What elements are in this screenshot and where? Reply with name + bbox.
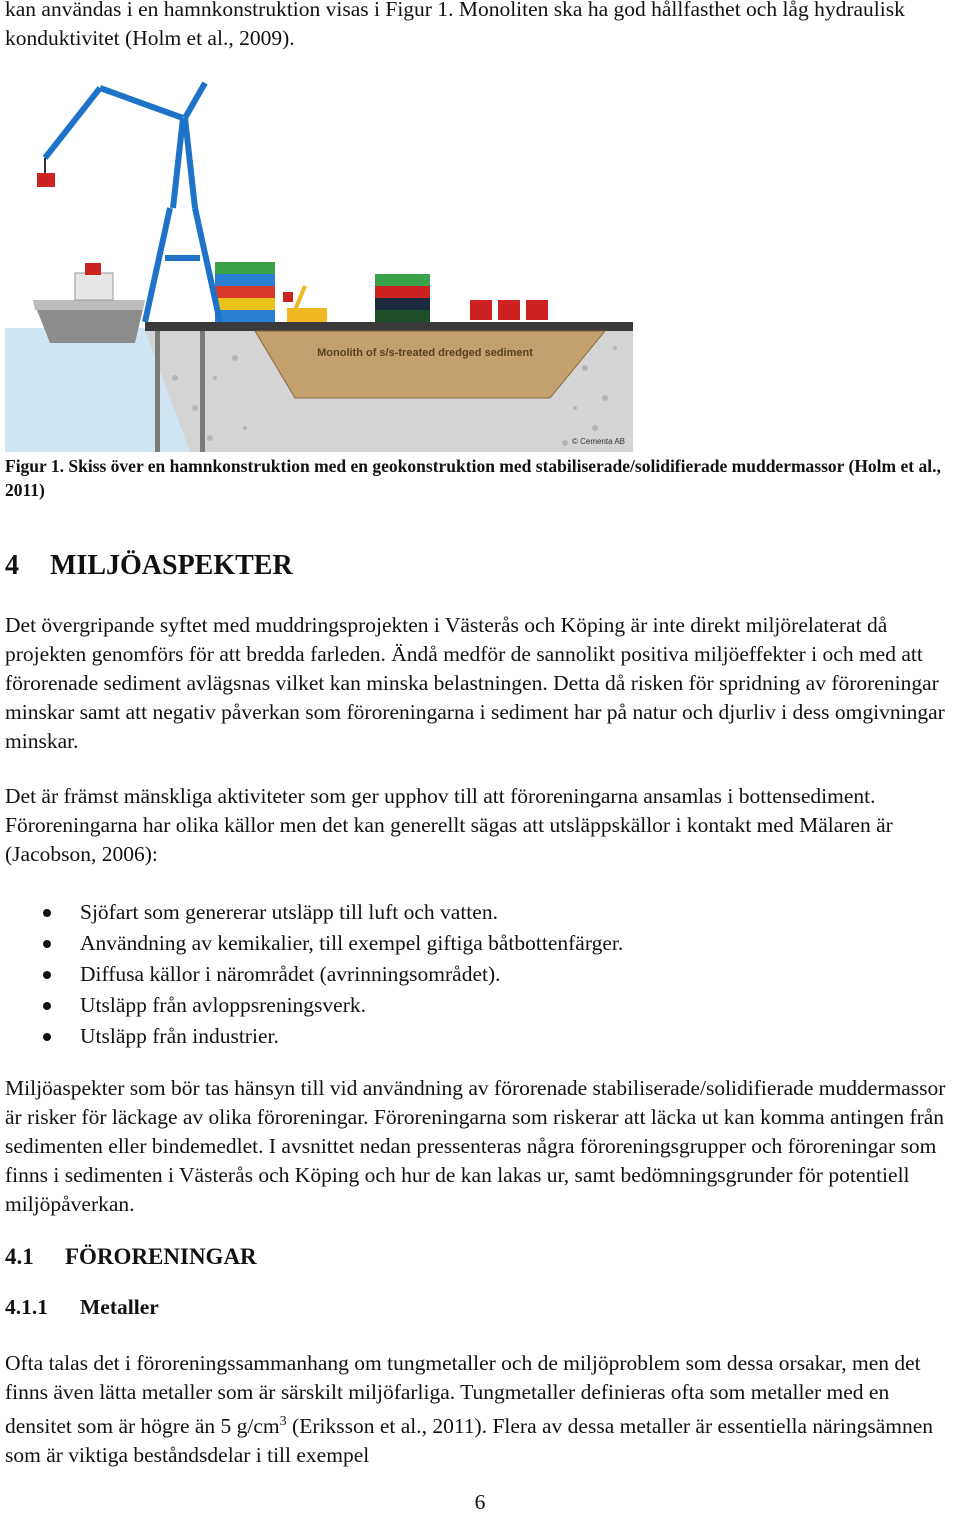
crane-load <box>37 173 55 187</box>
subsection-number: 4.1 <box>5 1244 34 1269</box>
subsection-title: FÖRORENINGAR <box>65 1244 257 1269</box>
monolith-label: Monolith of s/s-treated dredged sediment <box>317 347 533 359</box>
list-item: Diffusa källor i närområdet (avrinningsområdet). <box>0 959 900 990</box>
section-title: MILJÖASPEKTER <box>50 550 293 581</box>
list-item: Utsläpp från industrier. <box>0 1021 900 1052</box>
subsubsection-title: Metaller <box>80 1295 159 1319</box>
bullet-icon <box>43 1033 51 1041</box>
section-heading <box>5 550 293 582</box>
bullet-icon <box>43 940 51 948</box>
pollution-source-list <box>0 897 900 1052</box>
list-item: Sjöfart som genererar utsläpp till luft och vatten. <box>0 897 900 928</box>
section-paragraph-2: Det är främst mänskliga aktiviteter som ger upphov till att föroreningarna ansamlas i bottensediment. Föroreningarna har olika källor men det kan generellt sägas att utsläppskällor i kontakt med Mälaren är (Jacobson, 2006): <box>5 784 893 866</box>
container-stack-2 <box>375 274 430 322</box>
list-item: Utsläpp från avloppsreningsverk. <box>0 990 900 1021</box>
figure-credit: © Cementa AB <box>571 437 625 446</box>
section-paragraph-1: Det övergripande syftet med muddringsprojekten i Västerås och Köping är inte direkt miljörelaterat då projekten genomförs för att bredda farleden. Ändå medför de sannolikt positiva miljöeffekter i och med att förorenade sediment avlägsnas vilket kan minska belastningen. Detta då risken för spridning av föroreningar minskar samt att negativ påverkan som föroreningarna i sediment har på natur och djurliv i dess omgivningar minskar. <box>5 613 945 753</box>
trucks <box>470 300 548 320</box>
container-stack <box>215 262 275 322</box>
subsubsection-heading <box>5 1295 159 1320</box>
quay-surface <box>145 322 633 331</box>
bullet-icon <box>43 909 51 917</box>
bullet-icon <box>43 1002 51 1010</box>
figure-caption: Figur 1. Skiss över en hamnkonstruktion med en geokonstruktion med stabiliserade/solidifierade muddermassor (Holm et al., 2011) <box>5 456 941 500</box>
section-paragraph-3: Miljöaspekter som bör tas hänsyn till vid användning av förorenade stabiliserade/solidifierade muddermassor är risker för läckage av olika föroreningar. Föroreningarna som riskerar att läcka ut kan komma antingen från sedimenten eller bindemedlet. I avsnittet nedan pressenteras några föroreningsgrupper och föroreningar som finns i sedimenten i Västerås och Köping och hur de kan lakas ur, samt bedömningsgrunder för potentiell miljöpåverkan. <box>5 1076 946 1216</box>
harbour-figure <box>5 78 633 452</box>
bullet-icon <box>43 971 51 979</box>
list-item: Användning av kemikalier, till exempel giftiga båtbottenfärger. <box>0 928 900 959</box>
intro-paragraph: kan användas i en hamnkonstruktion visas i Figur 1. Monoliten ska ha god hållfasthet och låg hydraulisk konduktivitet (Holm et al., 2009). <box>5 0 905 50</box>
metals-paragraph: Ofta talas det i föroreningssammanhang om tungmetaller och de miljöproblem som dessa orsakar, men det finns även lätta metaller som är särskilt miljöfarliga. Tungmetaller definieras ofta som metaller med en densitet som är högre än 5 $g/cm^3$ (Eriksson et al., 2011). Flera av dessa metaller är essentiella näringsämnen som är viktiga beståndsdelar i till exempel <box>5 1351 934 1468</box>
monolith <box>255 331 605 398</box>
section-number: 4 <box>5 550 19 581</box>
page-number: 6 <box>474 1490 486 1514</box>
subsubsection-number: 4.1.1 <box>5 1295 48 1319</box>
subsection-heading <box>5 1244 257 1270</box>
